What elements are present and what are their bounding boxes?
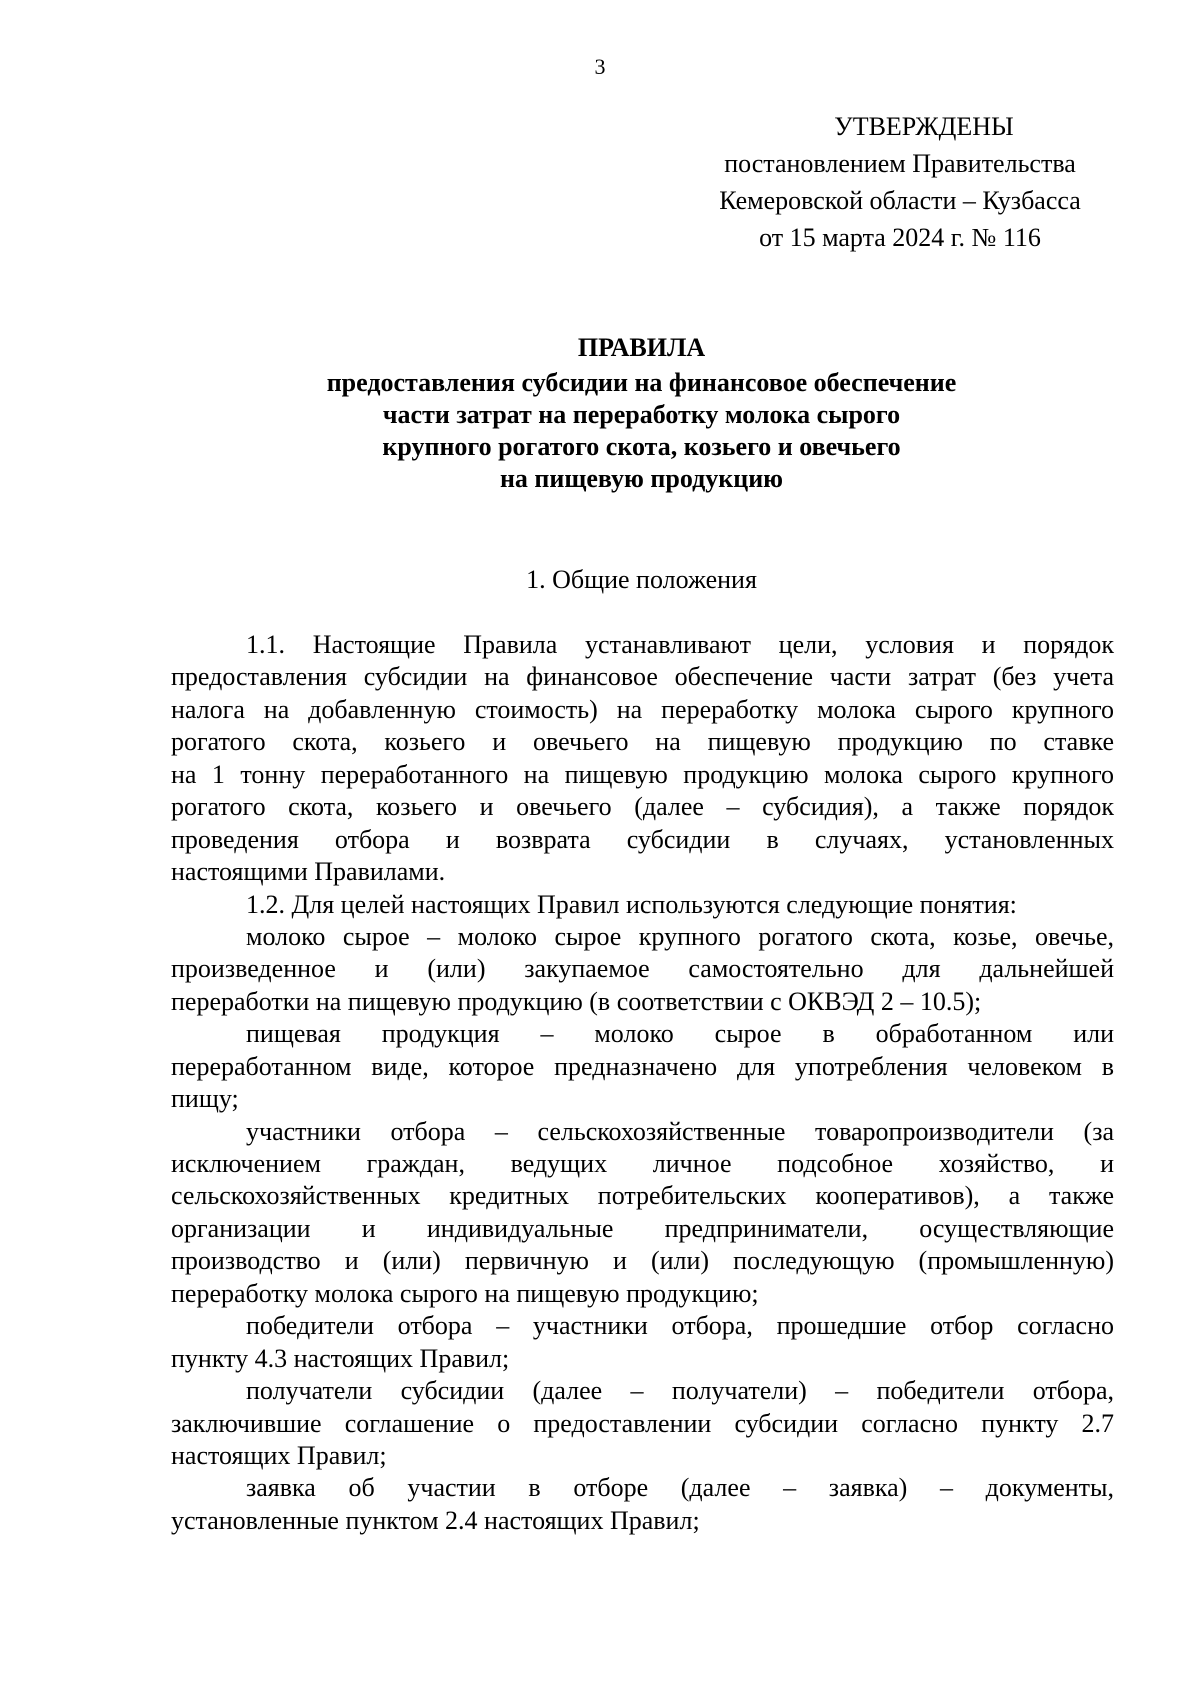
paragraph-line: переработку молока сырого на пищевую продукцию; — [171, 1278, 759, 1308]
paragraph-line: пищу; — [171, 1084, 239, 1114]
title-line: части затрат на переработку молока сырого — [382, 400, 901, 429]
title-line: предоставления субсидии на финансовое обеспечение — [326, 368, 957, 397]
paragraph-line: налога на добавленную стоимость) на переработку молока сырого крупного — [171, 694, 1114, 724]
approval-approved: УТВЕРЖДЕНЫ — [834, 112, 1014, 141]
paragraph-line: рогатого скота, козьего и овечьего (далее – субсидия), а также порядок — [171, 792, 1114, 822]
title-main: ПРАВИЛА — [577, 333, 706, 362]
paragraph-line: предоставления субсидии на финансовое обеспечение части затрат (без учета — [171, 662, 1114, 692]
paragraph-line: переработанном виде, которое предназначено для употребления человеком в — [171, 1051, 1114, 1081]
paragraph-line: пункту 4.3 настоящих Правил; — [171, 1343, 510, 1373]
body-text — [171, 629, 1114, 1537]
paragraph — [171, 1375, 1114, 1472]
approval-line-3: от 15 марта 2024 г. № 116 — [759, 223, 1041, 252]
paragraph-line: сельскохозяйственных кредитных потребительских кооперативов), а также — [171, 1181, 1114, 1211]
paragraph-line: произведенное и (или) закупаемое самостоятельно для дальнейшей — [171, 954, 1114, 984]
paragraph-line: пищевая продукция – молоко сырое в обработанном или — [246, 1019, 1114, 1049]
document-title — [170, 332, 1113, 495]
paragraph-line: участники отбора – сельскохозяйственные товаропроизводители (за — [246, 1116, 1114, 1146]
approval-line-2: Кемеровской области – Кузбасса — [719, 186, 1081, 215]
page-number: 3 — [594, 54, 606, 79]
paragraph — [171, 921, 1114, 1018]
paragraph-line: молоко сырое – молоко сырое крупного рогатого скота, козье, овечье, — [246, 921, 1114, 951]
paragraph-line: переработки на пищевую продукцию (в соответствии с ОКВЭД 2 – 10.5); — [171, 986, 982, 1016]
paragraph-line: производство и (или) первичную и (или) последующую (промышленную) — [171, 1246, 1114, 1276]
paragraph-line: организации и индивидуальные предприниматели, осуществляющие — [171, 1213, 1114, 1243]
paragraph-line: установленные пунктом 2.4 настоящих Правил; — [171, 1505, 700, 1535]
section-heading: 1. Общие положения — [526, 565, 757, 594]
approval-line-1: постановлением Правительства — [724, 149, 1076, 178]
paragraph-line: на 1 тонну переработанного на пищевую продукцию молока сырого крупного — [171, 759, 1114, 789]
paragraph-line: исключением граждан, ведущих личное подсобное хозяйство, и — [171, 1149, 1114, 1178]
paragraph-line: заявка об участии в отборе (далее – заявка) – документы, — [246, 1473, 1114, 1503]
paragraph — [171, 629, 1114, 889]
title-line: крупного рогатого скота, козьего и овечьего — [382, 432, 901, 461]
paragraph-line: настоящими Правилами. — [171, 857, 446, 887]
paragraph — [171, 889, 1114, 921]
paragraph-line: 1.2. Для целей настоящих Правил используются следующие понятия: — [246, 889, 1017, 919]
paragraph-line: проведения отбора и возврата субсидии в случаях, установленных — [171, 824, 1114, 854]
paragraph-line: настоящих Правил; — [171, 1440, 387, 1470]
paragraph-line: заключившие соглашение о предоставлении субсидии согласно пункту 2.7 — [171, 1408, 1114, 1438]
title-line: на пищевую продукцию — [499, 464, 784, 493]
paragraph — [171, 1018, 1114, 1115]
paragraph-line: получатели субсидии (далее – получатели) – победители отбора, — [246, 1376, 1114, 1406]
paragraph — [171, 1310, 1114, 1375]
paragraph — [171, 1472, 1114, 1537]
approval-stamp — [690, 108, 1110, 256]
paragraph-line: победители отбора – участники отбора, прошедшие отбор согласно — [246, 1311, 1114, 1341]
paragraph — [171, 1116, 1114, 1311]
paragraph-line: 1.1. Настоящие Правила устанавливают цели, условия и порядок — [246, 630, 1114, 659]
paragraph-line: рогатого скота, козьего и овечьего на пищевую продукцию по ставке — [171, 727, 1114, 757]
